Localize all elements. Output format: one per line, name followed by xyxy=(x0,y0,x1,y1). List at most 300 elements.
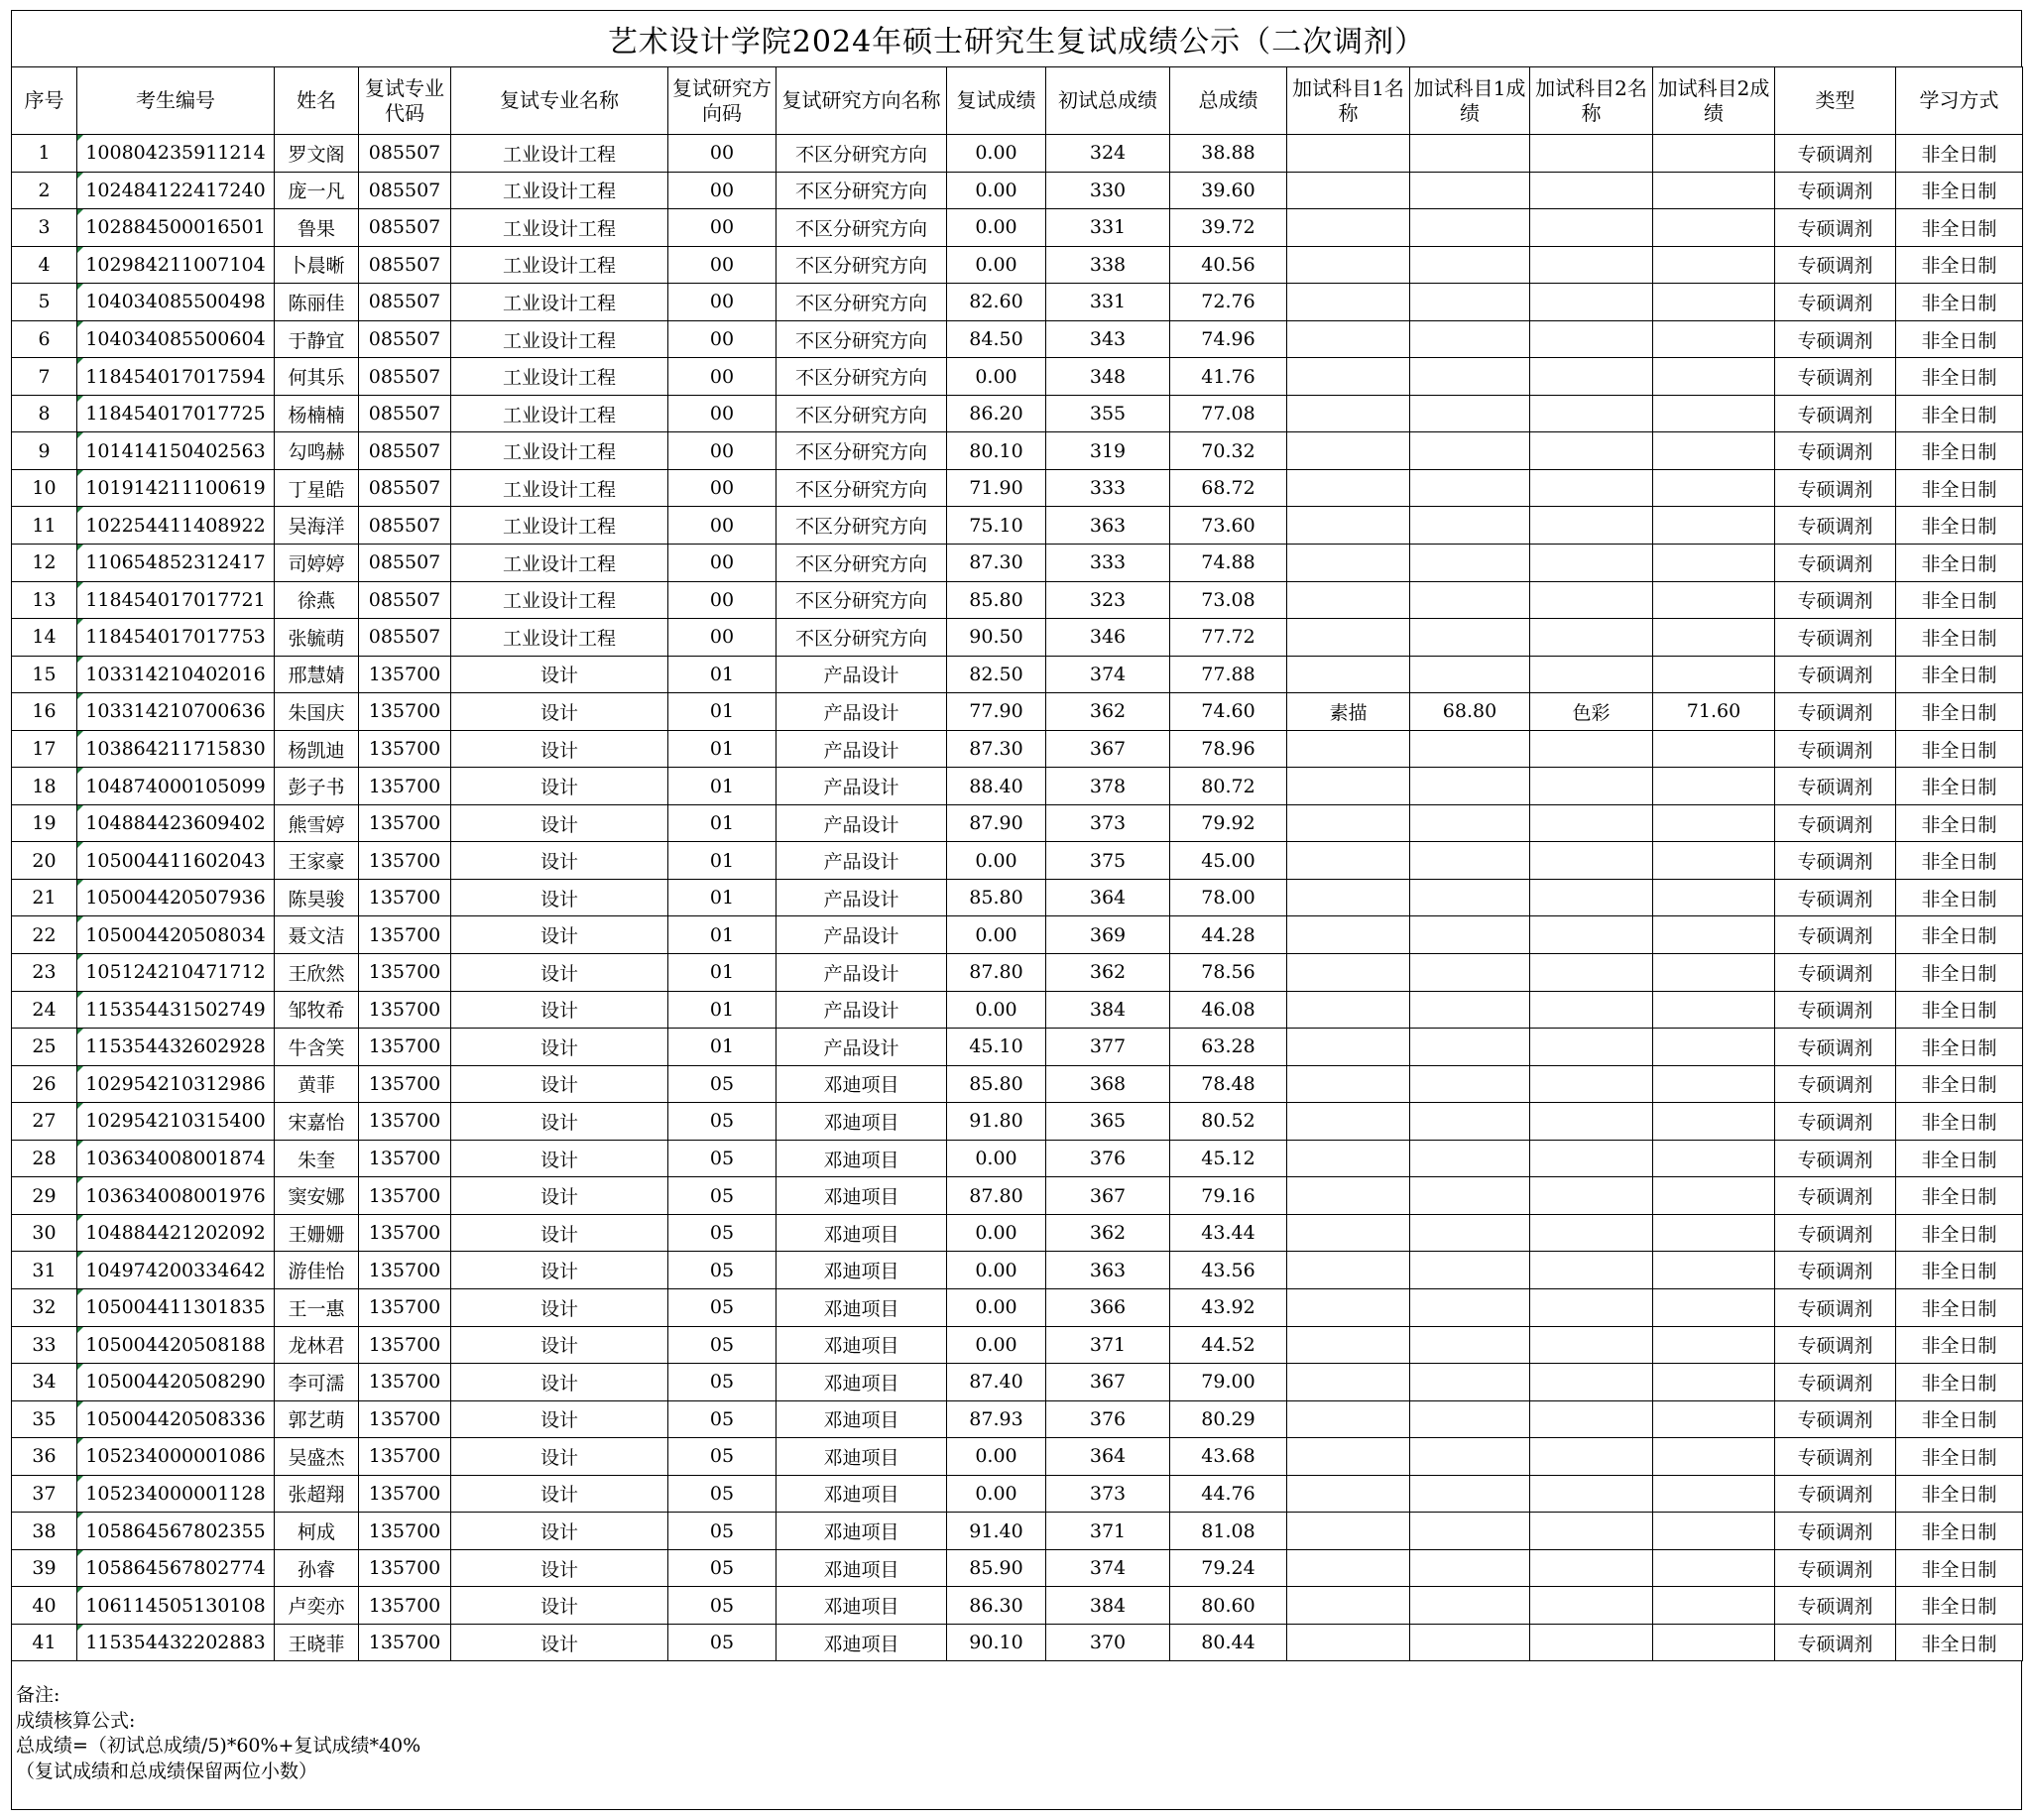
table-cell: 103634008001874 xyxy=(77,1140,275,1177)
table-cell: 邓迪项目 xyxy=(777,1438,947,1476)
table-cell: 37 xyxy=(12,1475,77,1513)
table-cell: 46.08 xyxy=(1170,991,1287,1029)
table-cell: 43.44 xyxy=(1170,1214,1287,1252)
table-cell: 彭子书 xyxy=(275,768,359,805)
table-row xyxy=(12,1288,2023,1326)
table-cell: 104974200334642 xyxy=(77,1252,275,1289)
table-cell xyxy=(1287,395,1410,432)
table-cell: 01 xyxy=(668,656,777,693)
table-cell: 319 xyxy=(1046,432,1170,470)
table-cell: 非全日制 xyxy=(1896,1252,2023,1289)
column-header: 加试科目1名称 xyxy=(1287,67,1410,135)
table-cell: 00 xyxy=(668,507,777,545)
table-cell: 邓迪项目 xyxy=(777,1400,947,1438)
table-cell: 产品设计 xyxy=(777,768,947,805)
table-cell: 102954210315400 xyxy=(77,1103,275,1141)
table-cell: 103634008001976 xyxy=(77,1177,275,1215)
table-cell: 085507 xyxy=(359,209,451,247)
table-cell: 不区分研究方向 xyxy=(777,320,947,358)
notes-line: 备注: xyxy=(16,1684,60,1707)
table-cell: 产品设计 xyxy=(777,693,947,731)
table-cell: 68.80 xyxy=(1410,693,1530,731)
table-cell: 0.00 xyxy=(947,1214,1046,1252)
table-cell xyxy=(1530,172,1653,209)
table-row xyxy=(12,320,2023,358)
table-cell: 产品设计 xyxy=(777,730,947,768)
table-cell: 68.72 xyxy=(1170,469,1287,507)
table-cell: 工业设计工程 xyxy=(451,619,668,657)
table-cell: 85.90 xyxy=(947,1549,1046,1587)
table-cell: 103314210402016 xyxy=(77,656,275,693)
table-cell: 105864567802774 xyxy=(77,1549,275,1587)
table-cell: 110654852312417 xyxy=(77,545,275,582)
table-cell: 366 xyxy=(1046,1288,1170,1326)
table-cell: 343 xyxy=(1046,320,1170,358)
table-cell xyxy=(1287,320,1410,358)
table-cell: 105864567802355 xyxy=(77,1513,275,1550)
table-cell: 39.60 xyxy=(1170,172,1287,209)
table-cell: 330 xyxy=(1046,172,1170,209)
table-cell: 不区分研究方向 xyxy=(777,358,947,396)
table-cell xyxy=(1530,1624,1653,1661)
table-cell: 8 xyxy=(12,395,77,432)
table-cell: 374 xyxy=(1046,656,1170,693)
table-cell: 13 xyxy=(12,581,77,619)
table-cell: 17 xyxy=(12,730,77,768)
table-cell: 14 xyxy=(12,619,77,657)
table-cell: 87.30 xyxy=(947,545,1046,582)
table-cell: 00 xyxy=(668,545,777,582)
table-cell: 邓迪项目 xyxy=(777,1326,947,1364)
table-cell: 邓迪项目 xyxy=(777,1177,947,1215)
table-cell: 23 xyxy=(12,954,77,992)
table-cell: 4 xyxy=(12,246,77,284)
table-cell xyxy=(1653,1140,1775,1177)
table-cell: 135700 xyxy=(359,693,451,731)
table-cell xyxy=(1410,619,1530,657)
table-row xyxy=(12,507,2023,545)
table-cell: 工业设计工程 xyxy=(451,432,668,470)
table-cell: 105234000001086 xyxy=(77,1438,275,1476)
table-cell xyxy=(1530,1513,1653,1550)
table-cell: 设计 xyxy=(451,1326,668,1364)
table-cell xyxy=(1530,284,1653,321)
table-cell: 非全日制 xyxy=(1896,432,2023,470)
table-cell: 设计 xyxy=(451,1103,668,1141)
table-cell: 24 xyxy=(12,991,77,1029)
table-cell: 工业设计工程 xyxy=(451,135,668,173)
table-cell: 323 xyxy=(1046,581,1170,619)
table-cell: 105004420508290 xyxy=(77,1364,275,1401)
table-cell: 专硕调剂 xyxy=(1775,284,1896,321)
table-cell: 于静宜 xyxy=(275,320,359,358)
table-cell: 36 xyxy=(12,1438,77,1476)
table-cell: 21 xyxy=(12,879,77,916)
table-cell: 00 xyxy=(668,469,777,507)
table-cell: 7 xyxy=(12,358,77,396)
table-cell xyxy=(1530,432,1653,470)
table-cell: 产品设计 xyxy=(777,842,947,880)
table-cell: 专硕调剂 xyxy=(1775,804,1896,842)
table-cell: 6 xyxy=(12,320,77,358)
table-cell: 色彩 xyxy=(1530,693,1653,731)
table-cell xyxy=(1653,320,1775,358)
table-cell: 28 xyxy=(12,1140,77,1177)
table-cell: 38.88 xyxy=(1170,135,1287,173)
table-cell: 085507 xyxy=(359,135,451,173)
table-cell: 非全日制 xyxy=(1896,1140,2023,1177)
table-cell: 374 xyxy=(1046,1549,1170,1587)
table-cell xyxy=(1410,1140,1530,1177)
table-cell: 362 xyxy=(1046,1214,1170,1252)
table-cell: 设计 xyxy=(451,1288,668,1326)
table-cell: 专硕调剂 xyxy=(1775,954,1896,992)
table-cell: 黄菲 xyxy=(275,1065,359,1103)
column-header: 类型 xyxy=(1775,67,1896,135)
table-cell: 135700 xyxy=(359,1103,451,1141)
table-cell: 00 xyxy=(668,619,777,657)
table-cell: 365 xyxy=(1046,1103,1170,1141)
table-cell xyxy=(1287,954,1410,992)
table-cell xyxy=(1653,1400,1775,1438)
table-row xyxy=(12,209,2023,247)
table-cell: 01 xyxy=(668,1029,777,1066)
notes-line: 成绩核算公式: xyxy=(16,1709,136,1732)
table-cell: 75.10 xyxy=(947,507,1046,545)
table-cell: 00 xyxy=(668,432,777,470)
table-cell: 不区分研究方向 xyxy=(777,284,947,321)
table-cell: 367 xyxy=(1046,1364,1170,1401)
table-cell: 邓迪项目 xyxy=(777,1587,947,1625)
table-cell xyxy=(1287,1364,1410,1401)
score-sheet xyxy=(11,10,2022,1810)
table-cell xyxy=(1653,1214,1775,1252)
table-cell: 工业设计工程 xyxy=(451,358,668,396)
table-cell: 0.00 xyxy=(947,209,1046,247)
table-cell: 085507 xyxy=(359,358,451,396)
table-cell xyxy=(1287,879,1410,916)
table-cell: 331 xyxy=(1046,284,1170,321)
table-cell: 专硕调剂 xyxy=(1775,135,1896,173)
table-cell xyxy=(1653,432,1775,470)
table-cell: 79.00 xyxy=(1170,1364,1287,1401)
table-cell: 非全日制 xyxy=(1896,209,2023,247)
table-cell: 专硕调剂 xyxy=(1775,693,1896,731)
table-cell xyxy=(1410,1513,1530,1550)
table-cell: 85.80 xyxy=(947,1065,1046,1103)
table-cell xyxy=(1653,954,1775,992)
table-cell: 05 xyxy=(668,1364,777,1401)
table-cell: 非全日制 xyxy=(1896,693,2023,731)
table-cell: 邓迪项目 xyxy=(777,1288,947,1326)
notes-line: 总成绩=（初试总成绩/5)*60%+复试成绩*40% xyxy=(16,1735,421,1758)
table-cell: 118454017017725 xyxy=(77,395,275,432)
table-cell xyxy=(1287,916,1410,954)
table-cell xyxy=(1287,545,1410,582)
table-cell: 363 xyxy=(1046,507,1170,545)
table-row xyxy=(12,246,2023,284)
table-row xyxy=(12,916,2023,954)
table-cell: 专硕调剂 xyxy=(1775,469,1896,507)
table-cell xyxy=(1287,1624,1410,1661)
table-cell: 工业设计工程 xyxy=(451,172,668,209)
table-cell xyxy=(1287,1140,1410,1177)
table-cell: 085507 xyxy=(359,581,451,619)
table-cell: 游佳怡 xyxy=(275,1252,359,1289)
table-cell xyxy=(1653,1587,1775,1625)
table-cell: 05 xyxy=(668,1513,777,1550)
table-cell: 专硕调剂 xyxy=(1775,1364,1896,1401)
table-cell xyxy=(1653,1177,1775,1215)
table-cell: 105004420508034 xyxy=(77,916,275,954)
table-cell: 不区分研究方向 xyxy=(777,581,947,619)
column-header: 加试科目2名称 xyxy=(1530,67,1653,135)
table-cell: 非全日制 xyxy=(1896,1103,2023,1141)
table-cell: 106114505130108 xyxy=(77,1587,275,1625)
table-cell xyxy=(1287,1065,1410,1103)
table-cell xyxy=(1530,1326,1653,1364)
table-cell: 00 xyxy=(668,172,777,209)
table-cell: 86.30 xyxy=(947,1587,1046,1625)
table-cell: 设计 xyxy=(451,804,668,842)
table-cell xyxy=(1653,358,1775,396)
table-cell xyxy=(1530,395,1653,432)
table-cell: 40 xyxy=(12,1587,77,1625)
table-cell xyxy=(1653,395,1775,432)
table-cell: 78.00 xyxy=(1170,879,1287,916)
table-cell: 135700 xyxy=(359,1400,451,1438)
table-cell: 085507 xyxy=(359,469,451,507)
table-cell: 专硕调剂 xyxy=(1775,768,1896,805)
table-cell: 专硕调剂 xyxy=(1775,991,1896,1029)
table-cell: 陈昊骏 xyxy=(275,879,359,916)
table-cell: 何其乐 xyxy=(275,358,359,396)
table-cell xyxy=(1653,842,1775,880)
table-row xyxy=(12,395,2023,432)
table-cell: 15 xyxy=(12,656,77,693)
table-cell: 非全日制 xyxy=(1896,284,2023,321)
table-cell: 135700 xyxy=(359,1475,451,1513)
table-cell: 324 xyxy=(1046,135,1170,173)
table-cell xyxy=(1287,1029,1410,1066)
table-cell: 朱国庆 xyxy=(275,693,359,731)
table-cell xyxy=(1530,768,1653,805)
table-cell: 专硕调剂 xyxy=(1775,1624,1896,1661)
table-cell xyxy=(1530,1065,1653,1103)
table-cell: 45.00 xyxy=(1170,842,1287,880)
table-cell: 384 xyxy=(1046,991,1170,1029)
table-cell: 王一惠 xyxy=(275,1288,359,1326)
table-cell: 专硕调剂 xyxy=(1775,842,1896,880)
table-cell: 01 xyxy=(668,916,777,954)
table-cell: 367 xyxy=(1046,730,1170,768)
table-cell: 135700 xyxy=(359,1438,451,1476)
table-cell: 87.40 xyxy=(947,1364,1046,1401)
table-cell xyxy=(1653,804,1775,842)
table-cell xyxy=(1287,209,1410,247)
table-cell: 135700 xyxy=(359,842,451,880)
table-cell: 非全日制 xyxy=(1896,1475,2023,1513)
table-cell xyxy=(1530,1140,1653,1177)
table-cell: 05 xyxy=(668,1140,777,1177)
table-cell xyxy=(1530,1475,1653,1513)
table-cell: 90.50 xyxy=(947,619,1046,657)
table-cell: 非全日制 xyxy=(1896,656,2023,693)
table-cell xyxy=(1410,730,1530,768)
table-cell: 产品设计 xyxy=(777,1029,947,1066)
table-cell xyxy=(1287,1513,1410,1550)
table-cell: 377 xyxy=(1046,1029,1170,1066)
table-cell: 非全日制 xyxy=(1896,172,2023,209)
table-cell: 非全日制 xyxy=(1896,768,2023,805)
table-cell xyxy=(1653,1624,1775,1661)
table-row xyxy=(12,1513,2023,1550)
table-cell: 100804235911214 xyxy=(77,135,275,173)
table-row xyxy=(12,1587,2023,1625)
table-cell: 103314210700636 xyxy=(77,693,275,731)
table-cell xyxy=(1287,730,1410,768)
header-row xyxy=(12,67,2023,135)
table-row xyxy=(12,730,2023,768)
table-cell xyxy=(1530,1587,1653,1625)
table-cell: 专硕调剂 xyxy=(1775,1326,1896,1364)
page-title: 艺术设计学院2024年硕士研究生复试成绩公示（二次调剂） xyxy=(11,10,2022,66)
table-cell xyxy=(1410,395,1530,432)
table-cell: 非全日制 xyxy=(1896,1624,2023,1661)
table-cell: 1 xyxy=(12,135,77,173)
table-row xyxy=(12,1065,2023,1103)
table-cell: 364 xyxy=(1046,879,1170,916)
table-row xyxy=(12,172,2023,209)
table-cell: 376 xyxy=(1046,1140,1170,1177)
table-cell: 卢奕亦 xyxy=(275,1587,359,1625)
table-cell xyxy=(1530,135,1653,173)
table-cell: 78.48 xyxy=(1170,1065,1287,1103)
column-header: 复试研究方向码 xyxy=(668,67,777,135)
table-cell xyxy=(1287,1549,1410,1587)
table-cell: 05 xyxy=(668,1177,777,1215)
table-cell: 邓迪项目 xyxy=(777,1065,947,1103)
table-cell: 105124210471712 xyxy=(77,954,275,992)
table-cell: 徐燕 xyxy=(275,581,359,619)
table-cell: 专硕调剂 xyxy=(1775,656,1896,693)
table-cell xyxy=(1410,954,1530,992)
table-row xyxy=(12,432,2023,470)
table-cell: 非全日制 xyxy=(1896,1513,2023,1550)
table-cell: 43.92 xyxy=(1170,1288,1287,1326)
table-cell: 87.80 xyxy=(947,1177,1046,1215)
table-cell: 115354432602928 xyxy=(77,1029,275,1066)
table-cell: 专硕调剂 xyxy=(1775,1103,1896,1141)
table-cell: 29 xyxy=(12,1177,77,1215)
table-cell xyxy=(1530,619,1653,657)
table-row xyxy=(12,619,2023,657)
table-cell: 135700 xyxy=(359,1513,451,1550)
table-row xyxy=(12,1177,2023,1215)
table-cell: 不区分研究方向 xyxy=(777,432,947,470)
table-cell: 38 xyxy=(12,1513,77,1550)
table-cell: 35 xyxy=(12,1400,77,1438)
table-cell: 非全日制 xyxy=(1896,1587,2023,1625)
table-cell xyxy=(1653,1103,1775,1141)
table-cell: 专硕调剂 xyxy=(1775,1400,1896,1438)
table-cell: 135700 xyxy=(359,1177,451,1215)
table-cell xyxy=(1530,581,1653,619)
table-cell xyxy=(1287,172,1410,209)
table-cell: 鲁果 xyxy=(275,209,359,247)
column-header: 复试研究方向名称 xyxy=(777,67,947,135)
table-cell xyxy=(1653,879,1775,916)
table-cell: 非全日制 xyxy=(1896,469,2023,507)
table-cell: 非全日制 xyxy=(1896,730,2023,768)
table-cell: 工业设计工程 xyxy=(451,581,668,619)
table-cell xyxy=(1287,469,1410,507)
table-cell: 王姗姗 xyxy=(275,1214,359,1252)
table-cell: 不区分研究方向 xyxy=(777,507,947,545)
table-cell: 聂文洁 xyxy=(275,916,359,954)
table-cell xyxy=(1287,1177,1410,1215)
table-cell xyxy=(1410,545,1530,582)
table-cell: 32 xyxy=(12,1288,77,1326)
table-cell: 91.80 xyxy=(947,1103,1046,1141)
table-cell: 设计 xyxy=(451,1513,668,1550)
table-cell xyxy=(1530,1252,1653,1289)
table-cell: 105004411602043 xyxy=(77,842,275,880)
table-cell: 龙林君 xyxy=(275,1326,359,1364)
table-cell: 9 xyxy=(12,432,77,470)
table-cell xyxy=(1530,842,1653,880)
table-cell: 00 xyxy=(668,581,777,619)
table-cell: 勾鸣赫 xyxy=(275,432,359,470)
table-cell xyxy=(1287,1438,1410,1476)
table-cell: 05 xyxy=(668,1252,777,1289)
table-cell xyxy=(1287,768,1410,805)
table-cell: 设计 xyxy=(451,1029,668,1066)
table-row xyxy=(12,1214,2023,1252)
table-cell: 专硕调剂 xyxy=(1775,879,1896,916)
table-cell: 41 xyxy=(12,1624,77,1661)
table-cell xyxy=(1287,284,1410,321)
column-header: 总成绩 xyxy=(1170,67,1287,135)
table-cell: 82.50 xyxy=(947,656,1046,693)
table-row xyxy=(12,656,2023,693)
table-cell: 80.44 xyxy=(1170,1624,1287,1661)
table-cell: 专硕调剂 xyxy=(1775,358,1896,396)
table-cell: 不区分研究方向 xyxy=(777,172,947,209)
notes-section xyxy=(11,1661,2022,1810)
table-cell: 102484122417240 xyxy=(77,172,275,209)
table-cell: 丁星皓 xyxy=(275,469,359,507)
table-cell: 不区分研究方向 xyxy=(777,545,947,582)
table-row xyxy=(12,1438,2023,1476)
table-cell: 87.93 xyxy=(947,1400,1046,1438)
table-cell: 84.50 xyxy=(947,320,1046,358)
table-cell: 41.76 xyxy=(1170,358,1287,396)
table-cell: 115354431502749 xyxy=(77,991,275,1029)
table-cell: 设计 xyxy=(451,1549,668,1587)
table-cell xyxy=(1530,246,1653,284)
table-cell xyxy=(1287,358,1410,396)
table-cell: 10 xyxy=(12,469,77,507)
table-cell: 专硕调剂 xyxy=(1775,1475,1896,1513)
table-cell xyxy=(1653,545,1775,582)
table-cell xyxy=(1287,1475,1410,1513)
table-cell: 邓迪项目 xyxy=(777,1513,947,1550)
table-cell xyxy=(1530,320,1653,358)
table-cell: 118454017017594 xyxy=(77,358,275,396)
table-row xyxy=(12,135,2023,173)
table-cell: 邓迪项目 xyxy=(777,1549,947,1587)
